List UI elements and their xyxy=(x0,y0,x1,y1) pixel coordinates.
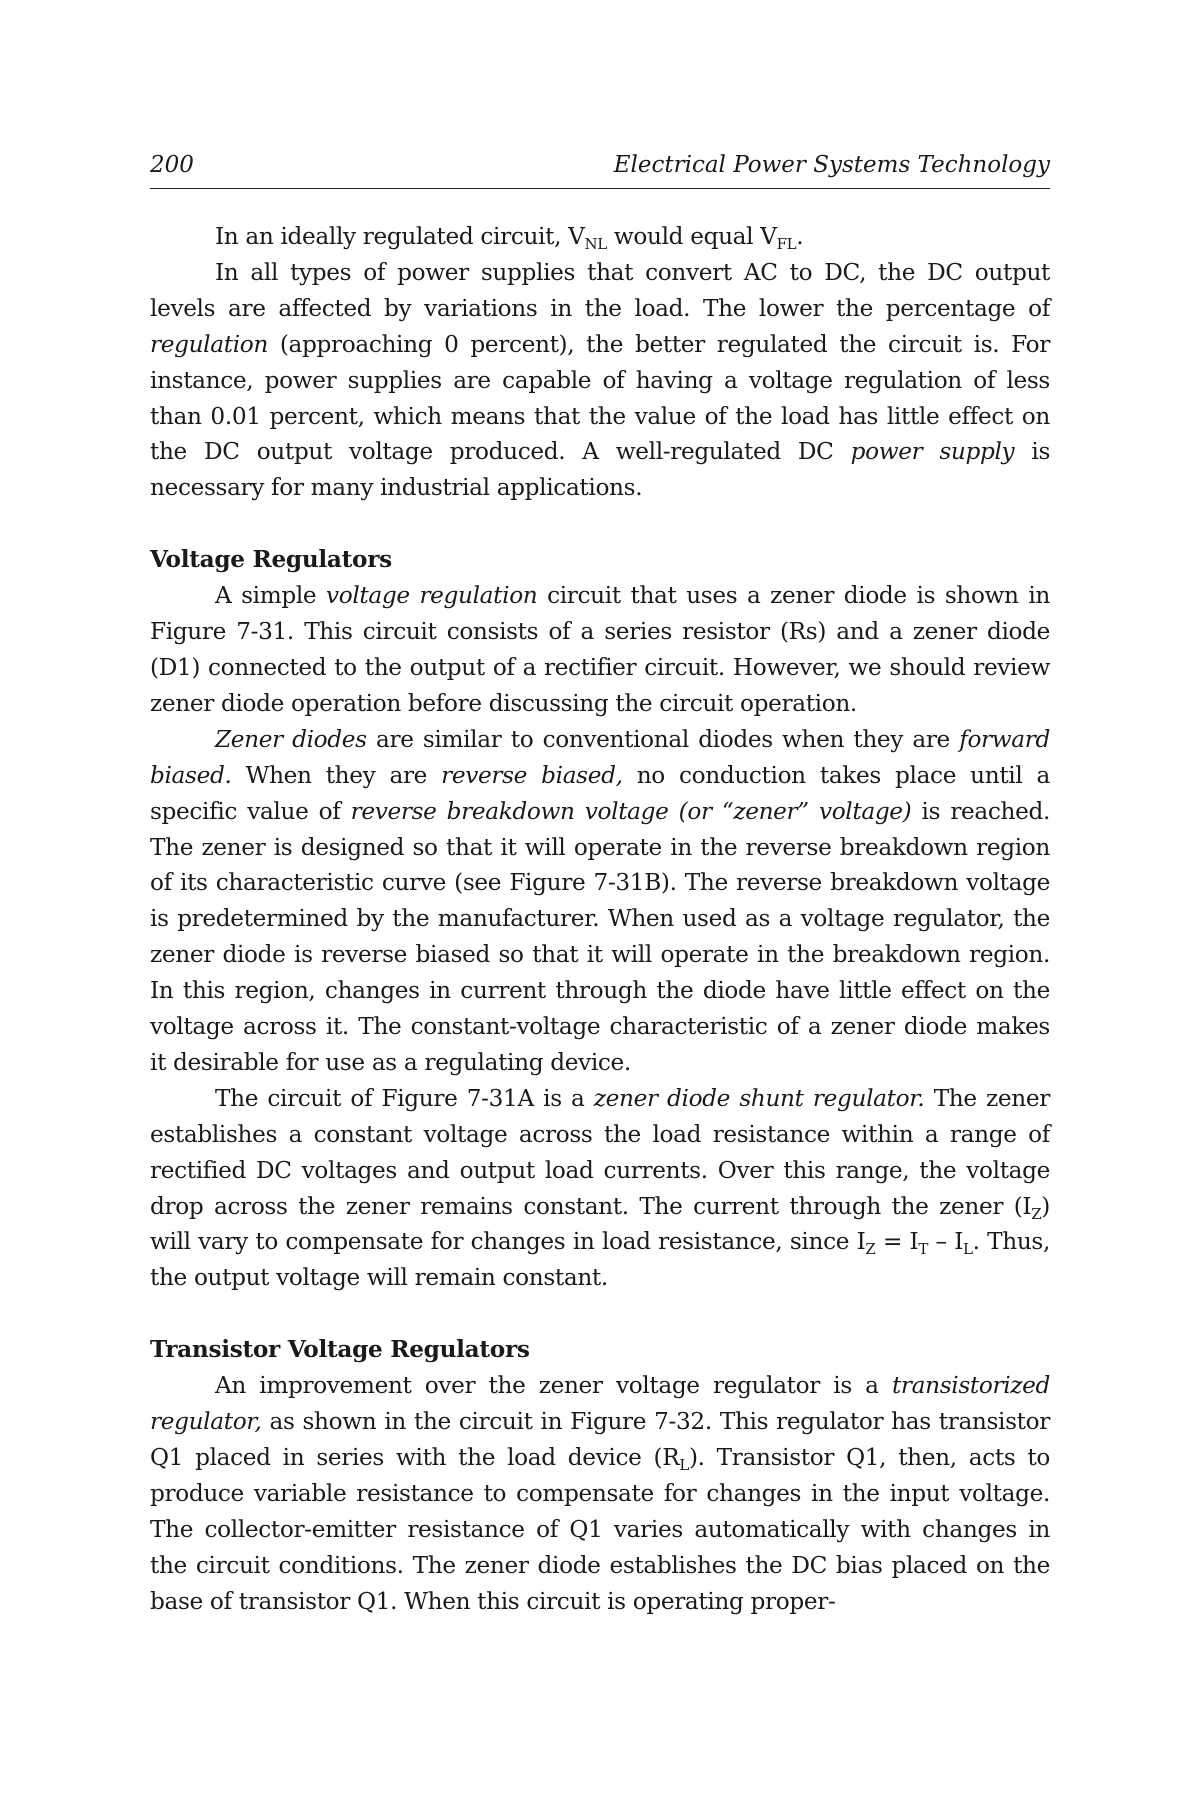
book-title: Electrical Power Systems Technology xyxy=(613,152,1050,178)
paragraph-transistorized-regulator xyxy=(150,1368,1050,1619)
text-run: no conduction takes place until a specific value of xyxy=(150,761,1050,825)
italic-term: forward biased. xyxy=(150,725,1050,789)
italic-term: reverse biased, xyxy=(441,761,623,789)
subscript: Z xyxy=(865,1240,876,1259)
subscript: Z xyxy=(1031,1204,1042,1223)
italic-term: zener diode shunt regulator. xyxy=(593,1084,925,1112)
text-run: When they are xyxy=(231,761,442,789)
subscript: T xyxy=(918,1240,928,1259)
text-run: . xyxy=(796,223,804,250)
text-run: The circuit of Figure 7-31A is a xyxy=(215,1084,594,1112)
paragraph-simple-regulation xyxy=(150,578,1050,722)
text-run: are similar to conventional diodes when they are xyxy=(366,725,960,753)
text-run: as shown in the circuit in Figure 7-32. This regulator has transistor Q1 placed in series with the load device (R xyxy=(150,1408,1050,1471)
running-header xyxy=(150,150,1050,189)
subscript: FL xyxy=(776,235,797,253)
text-run: is necessary for many industrial applications. xyxy=(150,438,1051,502)
text-run: = I xyxy=(875,1228,919,1256)
italic-term: reverse breakdown voltage (or “zener” voltage) xyxy=(350,797,912,825)
paragraph-shunt-regulator xyxy=(150,1081,1050,1296)
text-run: is reached. The zener is designed so that it will operate in the reverse breakdown region of its characteristic curve (see Figure 7-31B). The reverse breakdown voltage is predetermined by the manufacturer. When used as a voltage regulator, the zener diode is reverse biased so that it will operate in the breakdown region. In this region, changes in current through the diode have little effect on the voltage across it. The constant-voltage characteristic of a zener diode makes it desirable for use as a regulating device. xyxy=(150,797,1051,1076)
text-run: A simple xyxy=(215,582,326,610)
paragraph-power-supplies xyxy=(150,255,1050,506)
italic-term: transistorized regulator, xyxy=(150,1372,1050,1436)
text-run: (approaching 0 percent), the better regulated the circuit is. For instance, power supplies are capable of having a voltage regulation of less than 0.01 percent, which means that the value of the load has little effect on the DC output voltage produced. A well-regulated DC xyxy=(150,330,1050,466)
text-run: In an ideally regulated circuit, V xyxy=(215,223,585,250)
italic-term: Zener diodes xyxy=(215,725,367,753)
text-run: In all types of power supplies that convert AC to DC, the DC output levels are affected by variations in the load. The lower the percentage of xyxy=(150,258,1050,322)
section-heading-transistor-voltage-regulators: Transistor Voltage Regulators xyxy=(150,1336,530,1364)
subscript: L xyxy=(963,1240,973,1259)
italic-term: voltage regulation xyxy=(326,582,538,610)
text-run: would equal V xyxy=(606,223,777,250)
text-run: ) will vary to compensate for changes in load resistance, since I xyxy=(150,1192,1050,1256)
italic-term: regulation xyxy=(150,330,268,358)
text-run: An improvement over the zener voltage regulator is a xyxy=(215,1372,892,1400)
subscript: L xyxy=(679,1456,689,1474)
book-page xyxy=(150,150,1050,1620)
text-run: ). Transistor Q1, then, acts to produce variable resistance to compensate for changes in the input voltage. The collector-emitter resistance of Q1 varies automatically with changes in the circuit conditions. The zener diode establishes the DC bias placed on the base of transistor Q1. When this circuit is operating proper- xyxy=(150,1444,1051,1615)
text-run: – I xyxy=(927,1228,963,1256)
page-number: 200 xyxy=(150,152,194,178)
italic-term: power supply xyxy=(850,438,1015,466)
paragraph-ideal-regulation xyxy=(150,219,1050,255)
text-run: circuit that uses a zener diode is shown in Figure 7-31. This circuit consists of a series resistor (Rs) and a zener diode (D1) connected to the output of a rectifier circuit. However, we should review zener diode operation before discussing the circuit operation. xyxy=(150,582,1050,717)
text-run: . Thus, the output voltage will remain constant. xyxy=(150,1228,1050,1292)
paragraph-zener-diodes xyxy=(150,722,1050,1081)
text-run: The zener establishes a constant voltage across the load resistance within a range of rectified DC voltages and output load currents. Over this range, the voltage drop across the zener remains constant. The current through the zener (I xyxy=(150,1084,1050,1220)
subscript: NL xyxy=(584,235,607,253)
section-heading-voltage-regulators: Voltage Regulators xyxy=(150,546,392,574)
body-text xyxy=(150,219,1050,1620)
